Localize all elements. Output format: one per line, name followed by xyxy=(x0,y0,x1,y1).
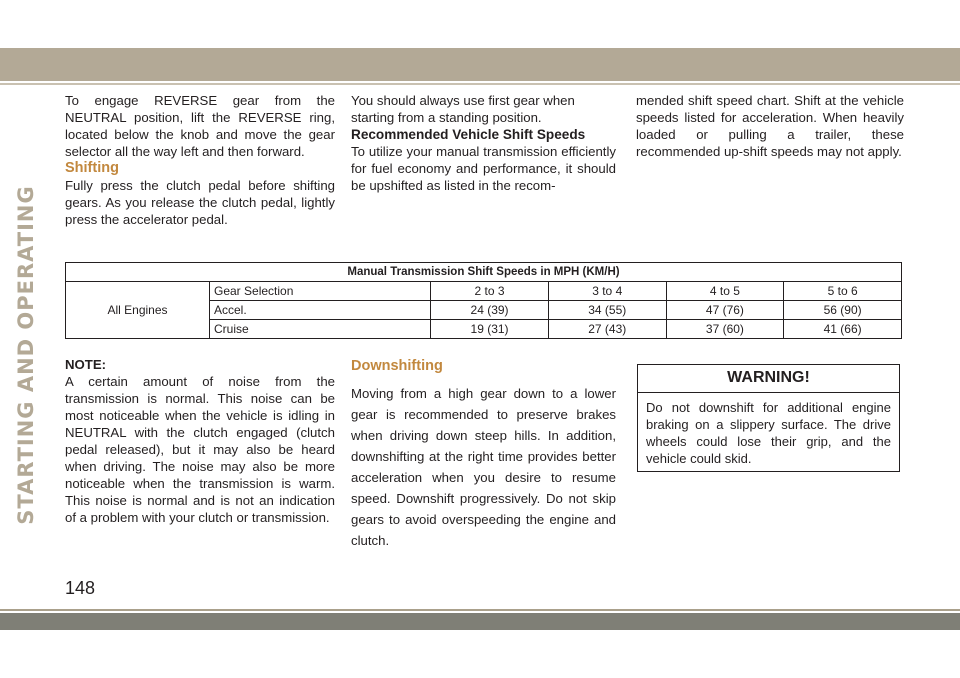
table-cell: 41 (66) xyxy=(784,320,902,339)
shift-speeds-heading: Recommended Vehicle Shift Speeds xyxy=(351,127,586,142)
row-label: Cruise xyxy=(210,320,431,339)
table-cell: 24 (39) xyxy=(431,301,549,320)
note-section xyxy=(65,356,335,526)
first-gear-text: You should always use first gear when starting from a standing position. xyxy=(351,93,575,125)
column-1 xyxy=(65,92,335,228)
warning-title: WARNING! xyxy=(638,365,899,393)
reverse-instructions: To engage REVERSE gear from the NEUTRAL position, lift the REVERSE ring, located below the knob and move the gear selector all the way left and then forward. xyxy=(65,93,335,159)
warning-text: Do not downshift for additional engine braking on a slippery surface. The drive wheels could lose their grip, and the vehicle could skid. xyxy=(646,400,891,466)
note-title: NOTE: xyxy=(65,357,107,372)
column-3 xyxy=(636,92,904,160)
table-cell: 37 (60) xyxy=(666,320,784,339)
row-label: Accel. xyxy=(210,301,431,320)
table-caption-row xyxy=(66,263,902,282)
footer-band xyxy=(0,613,960,630)
table-cell: 56 (90) xyxy=(784,301,902,320)
table-row xyxy=(66,282,902,301)
table-cell: 34 (55) xyxy=(548,301,666,320)
downshifting-text: Moving from a high gear down to a lower gear is recommended to preserve brakes when driving down steep hills. In addition, downshifting at the right time provides better acceleration when you desire to resume speed. Downshift progressively. Do not skip gears to avoid overspeeding the engine and clutch. xyxy=(351,386,616,548)
row-label: Gear Selection xyxy=(210,282,431,301)
downshifting-heading: Downshifting xyxy=(351,358,443,374)
shift-speeds-continued: mended shift speed chart. Shift at the vehicle speeds listed for acceleration. When heavily loaded or pulling a trailer, these recommended up-shift speeds may not apply. xyxy=(636,93,904,159)
table-cell: 19 (31) xyxy=(431,320,549,339)
table-cell: 5 to 6 xyxy=(784,282,902,301)
shift-speeds-table xyxy=(65,262,902,339)
section-tab-label: STARTING AND OPERATING xyxy=(14,185,38,525)
header-rule xyxy=(0,83,960,85)
column-2 xyxy=(351,92,616,194)
page-number: 148 xyxy=(65,578,96,598)
table-cell: 2 to 3 xyxy=(431,282,549,301)
table-cell: 3 to 4 xyxy=(548,282,666,301)
shifting-text: Fully press the clutch pedal before shifting gears. As you release the clutch pedal, lightly press the accelerator pedal. xyxy=(65,178,335,227)
row-group-label: All Engines xyxy=(66,282,210,339)
table-cell: 4 to 5 xyxy=(666,282,784,301)
downshifting-section xyxy=(351,356,616,551)
table-caption: Manual Transmission Shift Speeds in MPH (KM/H) xyxy=(66,263,902,282)
warning-box xyxy=(637,364,900,472)
shift-speeds-text: To utilize your manual transmission efficiently for fuel economy and performance, it should be upshifted as listed in the recom- xyxy=(351,144,616,193)
table-cell: 27 (43) xyxy=(548,320,666,339)
shifting-heading: Shifting xyxy=(65,160,119,176)
note-text: A certain amount of noise from the transmission is normal. This noise can be most noticeable when the vehicle is idling in NEUTRAL with the clutch engaged (clutch pedal released), but it may also be heard when driving. The noise may also be more noticeable when the transmission is warm. This noise is normal and is not an indication of a problem with your clutch or transmission. xyxy=(65,374,335,525)
header-band xyxy=(0,48,960,81)
table-cell: 47 (76) xyxy=(666,301,784,320)
footer-rule xyxy=(0,609,960,611)
